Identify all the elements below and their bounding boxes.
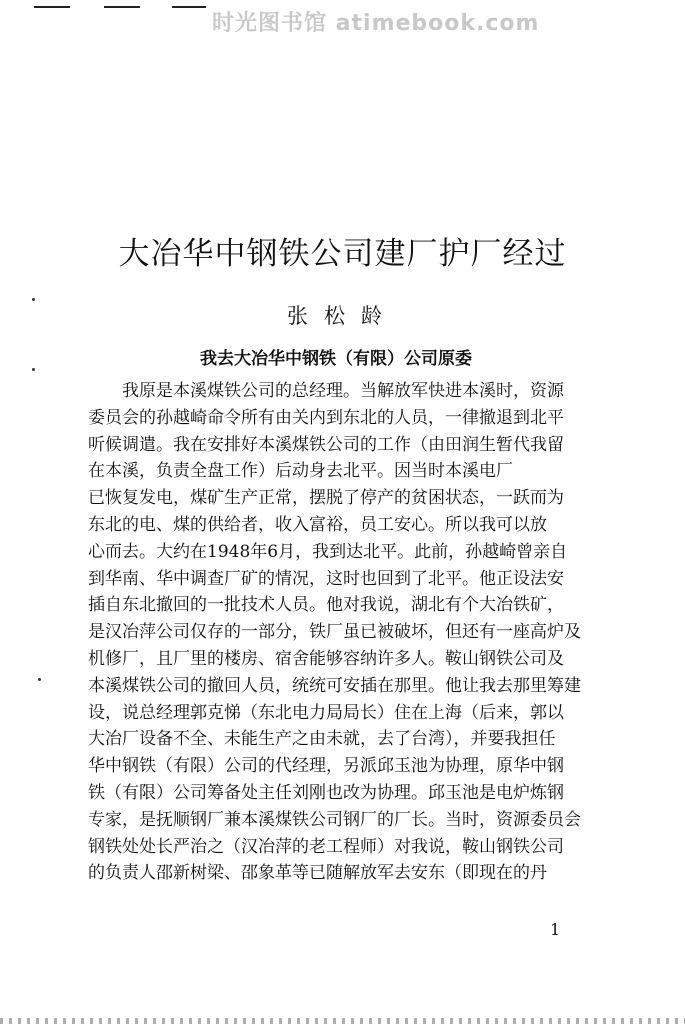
top-rule (104, 6, 140, 8)
body-line: 听候调遣。我在安排好本溪煤铁公司的工作（由田润生暂代我留 (88, 434, 564, 455)
body-line: 设，说总经理郭克悌（东北电力局局长）住在上海（后来，郭以 (88, 702, 564, 723)
scan-speck (32, 368, 35, 371)
body-line: 的负责人邵新树梁、邵象革等已随解放军去安东（即现在的丹 (88, 863, 547, 884)
scan-speck (38, 678, 41, 681)
section-heading: 我去大冶华中钢铁（有限）公司原委 (200, 349, 472, 369)
body-line: 心而去。大约在1948年6月，我到达北平。此前，孙越崎曾亲自 (88, 541, 568, 562)
body-line: 钢铁处处长严治之（汉冶萍的老工程师）对我说，鞍山钢铁公司 (88, 836, 564, 857)
body-line: 我原是本溪煤铁公司的总经理。当解放军快进本溪时，资源 (88, 381, 564, 401)
body-text (88, 378, 618, 887)
body-line: 在本溪，负责全盘工作）后动身去北平。因当时本溪电厂 (88, 461, 513, 482)
article-title: 大冶华中钢铁公司建厂护厂经过 (118, 236, 567, 272)
page-number: 1 (550, 920, 561, 939)
body-line: 是汉冶萍公司仅存的一部分，铁厂虽已被破坏，但还有一座高炉及 (88, 622, 581, 643)
body-line: 专家，是抚顺钢厂兼本溪煤铁公司钢厂的厂长。当时，资源委员会 (88, 809, 581, 830)
watermark: 时光图书馆 atimebook.com (212, 11, 540, 36)
body-line: 大冶厂设备不全、未能生产之由未就，去了台湾），并要我担任 (88, 729, 556, 750)
body-line: 铁（有限）公司筹备处主任刘刚也改为协理。邱玉池是电炉炼钢 (88, 782, 564, 803)
body-line: 插自东北撤回的一批技术人员。他对我说，湖北有个大冶铁矿， (88, 595, 564, 616)
top-rule (34, 6, 70, 8)
top-rule (172, 6, 206, 8)
body-line: 华中钢铁（有限）公司的代经理，另派邱玉池为协理，原华中钢 (88, 756, 564, 777)
body-line: 本溪煤铁公司的撤回人员，统统可安插在那里。他让我去那里筹建 (88, 675, 581, 696)
body-line: 机修厂，且厂里的楼房、宿舍能够容纳许多人。鞍山钢铁公司及 (88, 648, 564, 669)
body-line: 已恢复发电，煤矿生产正常，摆脱了停产的贫困状态，一跃而为 (88, 488, 564, 509)
author-name: 张松龄 (287, 304, 398, 328)
scan-speck (32, 298, 35, 301)
scan-edge-noise (0, 1018, 685, 1024)
body-line: 委员会的孙越崎命令所有由关内到东北的人员，一律撤退到北平 (88, 407, 564, 428)
body-line: 东北的电、煤的供给者，收入富裕，员工安心。所以我可以放 (88, 514, 547, 535)
body-line: 到华南、华中调查厂矿的情况，这时也回到了北平。他正设法安 (88, 568, 564, 589)
